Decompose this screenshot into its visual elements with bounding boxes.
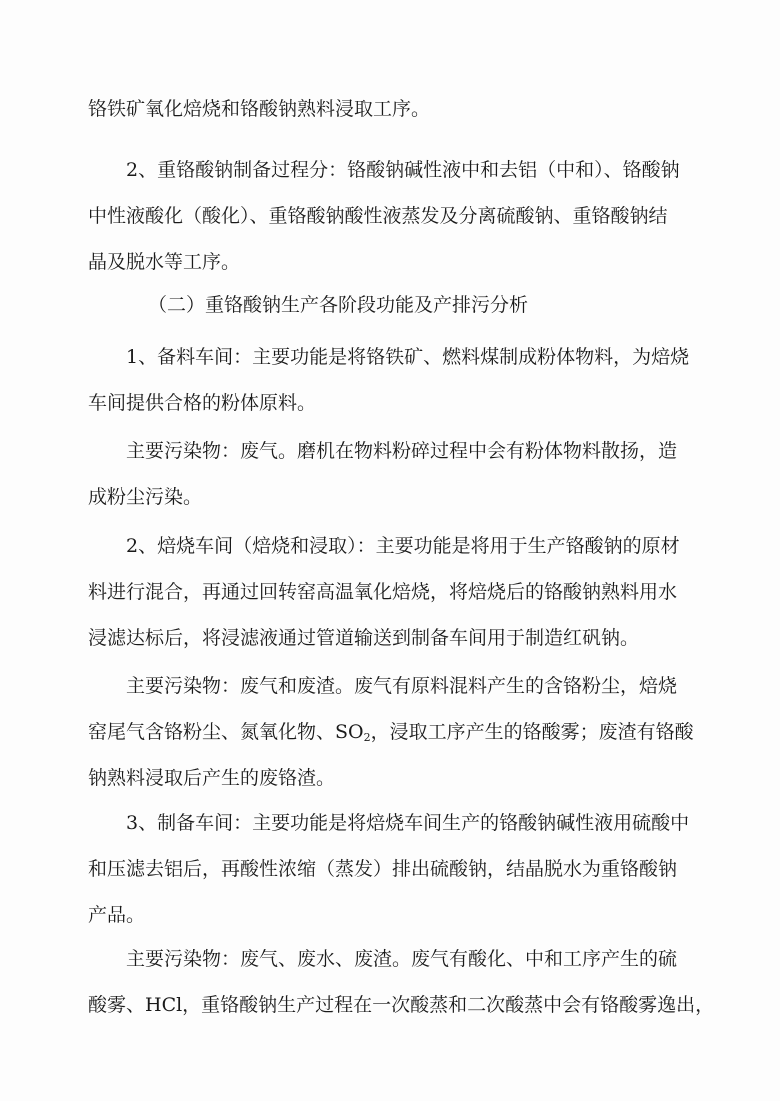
text-segment: 窑尾气含铬粉尘、氮氧化物、SO — [88, 721, 364, 743]
text-line: 3、制备车间：主要功能是将焙烧车间生产的铬酸钠碱性液用硫酸中 — [126, 812, 690, 834]
text-line: 中性液酸化（酸化）、重铬酸钠酸性液蒸发及分离硫酸钠、重铬酸钠结 — [88, 205, 668, 227]
text-line: 料进行混合，再通过回转窑高温氧化焙烧，将焙烧后的铬酸钠熟料用水 — [88, 581, 678, 603]
text-line: 钠熟料浸取后产生的废铬渣。 — [88, 767, 336, 789]
text-line: 产品。 — [88, 904, 146, 926]
text-line: 车间提供合格的粉体原料。 — [88, 392, 317, 414]
paragraph-4 — [88, 428, 696, 520]
text-line: 成粉尘污染。 — [88, 486, 203, 508]
text-line: 1、备料车间：主要功能是将铬铁矿、燃料煤制成粉体物料，为焙烧 — [126, 346, 690, 368]
paragraph-1 — [88, 86, 696, 132]
text-line — [88, 709, 696, 755]
paragraph-5 — [88, 523, 696, 661]
paragraph-3 — [88, 334, 696, 426]
text-line: 主要污染物：废气、废水、废渣。废气有酸化、中和工序产生的硫 — [126, 948, 678, 970]
section-heading — [148, 282, 756, 328]
paragraph-6 — [88, 663, 696, 801]
heading-text: （二）重铬酸钠生产各阶段功能及产排污分析 — [148, 294, 529, 316]
text-line: 铬铁矿氧化焙烧和铬酸钠熟料浸取工序。 — [88, 98, 431, 120]
paragraph-8 — [88, 936, 715, 1028]
text-line: 酸雾、HCl，重铬酸钠生产过程在一次酸蒸和二次酸蒸中会有铬酸雾逸出， — [88, 994, 715, 1016]
text-line: 晶及脱水等工序。 — [88, 251, 241, 273]
paragraph-2 — [88, 147, 696, 285]
text-line: 主要污染物：废气和废渣。废气有原料混料产生的含铬粉尘，焙烧 — [126, 675, 678, 697]
text-line: 2、重铬酸钠制备过程分：铬酸钠碱性液中和去铝（中和）、铬酸钠 — [126, 159, 680, 181]
text-line: 浸滤达标后，将浸滤液通过管道输送到制备车间用于制造红矾钠。 — [88, 627, 640, 649]
paragraph-7 — [88, 800, 696, 938]
text-line: 2、焙烧车间（焙烧和浸取）：主要功能是将用于生产铬酸钠的原材 — [126, 535, 680, 557]
subscript: 2 — [363, 731, 371, 744]
text-segment: ，浸取工序产生的铬酸雾；废渣有铬酸 — [370, 721, 694, 743]
text-line: 和压滤去铝后，再酸性浓缩（蒸发）排出硫酸钠，结晶脱水为重铬酸钠 — [88, 858, 678, 880]
text-line: 主要污染物：废气。磨机在物料粉碎过程中会有粉体物料散扬，造 — [126, 440, 678, 462]
